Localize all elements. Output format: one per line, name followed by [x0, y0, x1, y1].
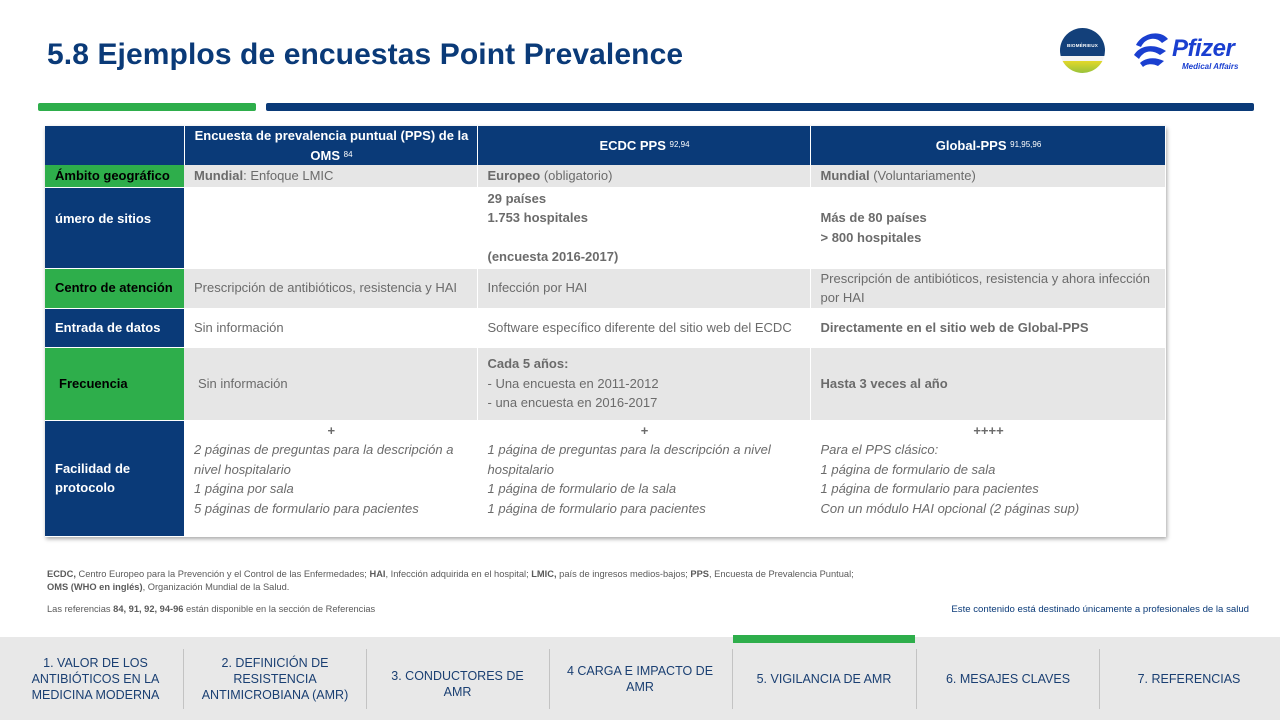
cell: + 1 página de preguntas para la descripción a nivel hospitalario 1 página de formulario de la sala 1 página de formulario para pacientes	[477, 420, 810, 536]
pfizer-mark-icon	[1132, 31, 1172, 69]
nav-divider	[366, 649, 367, 709]
nav-divider	[183, 649, 184, 709]
pfizer-logo	[1132, 29, 1257, 75]
row-label-frecuencia: Frecuencia	[45, 347, 184, 420]
active-section-indicator	[733, 635, 915, 643]
pfizer-wordmark: Pfizer	[1172, 35, 1235, 62]
section-nav	[0, 637, 1280, 720]
table-row	[45, 165, 1165, 187]
cell: 29 países 1.753 hospitales (encuesta 2016-2017)	[477, 187, 810, 268]
accent-bar-blue	[266, 103, 1254, 111]
row-label-facilidad: Facilidad de protocolo	[45, 420, 184, 536]
cell: Europeo (obligatorio)	[477, 165, 810, 187]
cell: Hasta 3 veces al año	[810, 347, 1165, 420]
table-row	[45, 420, 1165, 536]
nav-item-definicion[interactable]: 2. DEFINICIÓN DE RESISTENCIA ANTIMICROBIANA (AMR)	[201, 656, 349, 702]
pfizer-subtitle: Medical Affairs	[1182, 62, 1239, 71]
table-row	[45, 268, 1165, 308]
cell: Infección por HAI	[477, 268, 810, 308]
nav-item-vigilancia[interactable]: 5. VIGILANCIA DE AMR	[756, 672, 892, 686]
biomerieux-logo	[1060, 28, 1105, 73]
cell: + 2 páginas de preguntas para la descripción a nivel hospitalario 1 página por sala 5 páginas de formulario para pacientes	[184, 420, 477, 536]
header-global-pps: Global-PPS $^{91,95,96}$	[810, 126, 1165, 165]
page-title: 5.8 Ejemplos de encuestas Point Prevalence	[47, 38, 684, 71]
nav-item-conductores[interactable]: 3. CONDUCTORES DE AMR	[391, 669, 524, 699]
cell	[184, 187, 477, 268]
cell: Más de 80 países > 800 hospitales	[810, 187, 1165, 268]
nav-item-referencias[interactable]: 7. REFERENCIAS	[1137, 672, 1241, 686]
cell: Directamente en el sitio web de Global-PPS	[810, 308, 1165, 347]
accent-bar-green	[38, 103, 256, 111]
cell: Cada 5 años: - Una encuesta en 2011-2012 - una encuesta en 2016-2017	[477, 347, 810, 420]
cell: Sin información	[184, 308, 477, 347]
table-row	[45, 347, 1165, 420]
table-header-row	[45, 126, 1165, 165]
row-label-centro: Centro de atención	[45, 268, 184, 308]
header-empty	[45, 126, 184, 165]
biomerieux-logo-text: BIOMÉRIEUX	[1066, 43, 1099, 48]
references-note: Las referencias 84, 91, 92, 94-96 están disponible en la sección de Referencias	[47, 604, 376, 614]
row-label-sitios: úmero de sitios	[45, 187, 184, 268]
cell: Prescripción de antibióticos, resistencia y ahora infección por HAI	[810, 268, 1165, 308]
cell: Mundial: Enfoque LMIC	[184, 165, 477, 187]
nav-item-carga[interactable]: 4 CARGA E IMPACTO DE AMR	[566, 664, 714, 694]
nav-item-valor[interactable]: 1. VALOR DE LOS ANTIBIÓTICOS EN LA MEDICINA MODERNA	[31, 656, 160, 702]
cell: Prescripción de antibióticos, resistencia y HAI	[184, 268, 477, 308]
abbreviations-footnote: ECDC, Centro Europeo para la Prevención y el Control de las Enfermedades; HAI, Infección adquirida en el hospital; LMIC, país de ingresos medios-bajos; PPS, Encuesta de Prevalencia Puntual; OMS (WHO en inglés), Organización Mundial de la Salud.	[47, 569, 854, 592]
table-row	[45, 308, 1165, 347]
cell: Sin información	[184, 347, 477, 420]
header-who-pps: Encuesta de prevalencia puntual (PPS) de la OMS $^{84}$	[184, 126, 477, 165]
pps-comparison-table	[45, 126, 1166, 537]
cell: Mundial (Voluntariamente)	[810, 165, 1165, 187]
audience-disclaimer: Este contenido está destinado únicamente a profesionales de la salud	[951, 604, 1249, 615]
table-row	[45, 187, 1165, 268]
nav-item-mensajes[interactable]: 6. MESAJES CLAVES	[945, 672, 1071, 686]
header-ecdc-pps: ECDC PPS $^{92,94}$	[477, 126, 810, 165]
nav-divider	[549, 649, 550, 709]
cell: ++++ Para el PPS clásico: 1 página de formulario de sala 1 página de formulario para pacientes Con un módulo HAI opcional (2 páginas sup)	[810, 420, 1165, 536]
row-label-entrada: Entrada de datos	[45, 308, 184, 347]
row-label-ambito: Ámbito geográfico	[45, 165, 184, 187]
cell: Software específico diferente del sitio web del ECDC	[477, 308, 810, 347]
